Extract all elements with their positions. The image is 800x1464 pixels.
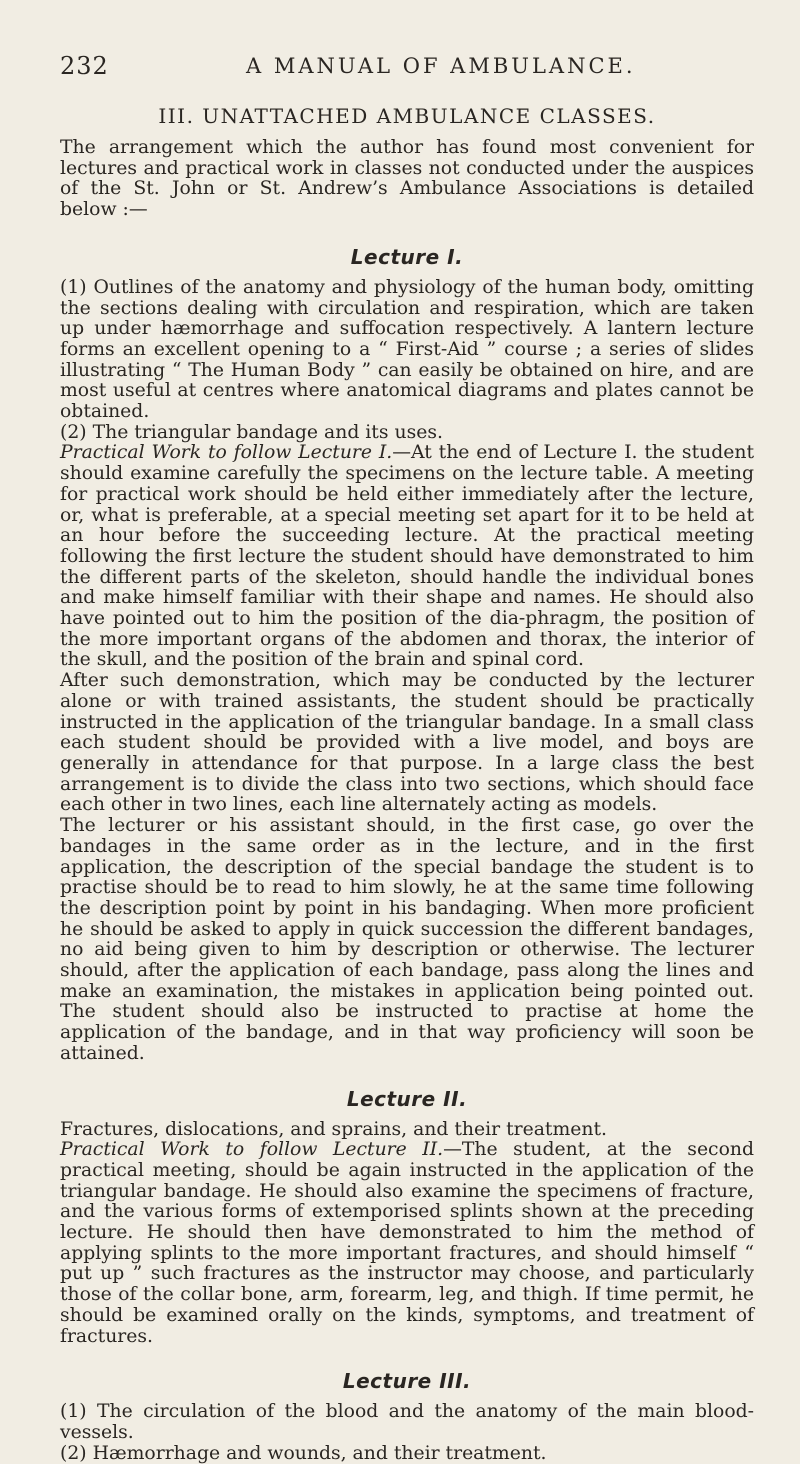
lecture-3-title: Lecture III. xyxy=(342,1369,472,1394)
lecture-1-practical-work: Practical Work to follow Lecture I.—At the end of Lecture I. the student should examine carefully the specimens on the lecture table. A meeting for practical work should be held either immediately after the lecture, or, what is preferable, at a special meeting set apart for it to be held at an hour before the succeeding lecture. At the practical meeting following the first lecture the student should have demonstrated to him the different parts of the skeleton, should handle the individual bones and make himself familiar with their shape and names. He should also have pointed out to him the position of the dia-phragm, the position of the more important organs of the abdomen and thorax, the interior of the skull, and the position of the brain and spinal cord. xyxy=(60,442,754,671)
lecture-3-paragraph-2: (2) Hæmorrhage and wounds, and their treatment. xyxy=(60,1442,547,1464)
practical-work-heading: Practical Work to follow Lecture I. xyxy=(60,442,393,464)
practical-work-heading: Practical Work to follow Lecture II. xyxy=(60,1139,444,1161)
page-number: 232 xyxy=(60,52,109,80)
lecture-3-paragraph-1: (1) The circulation of the blood and the anatomy of the main blood-vessels. xyxy=(60,1401,754,1443)
lecture-1-paragraph-1: (1) Outlines of the anatomy and physiology of the human body, omitting the sections dealing with circulation and respiration, which are taken up under hæmorrhage and suffocation respectively. A lantern lecture forms an excellent opening to a “ First-Aid ” course ; a series of slides illustrating “ The Human Body ” can easily be obtained on hire, and are most useful at centres where anatomical diagrams and plates cannot be obtained. xyxy=(60,276,754,423)
section-title: III. UNATTACHED AMBULANCE CLASSES. xyxy=(158,104,656,128)
running-title: A MANUAL OF AMBULANCE. xyxy=(246,54,636,78)
running-head xyxy=(60,52,754,80)
lecture-2-practical-work: Practical Work to follow Lecture II.—The student, at the second practical meeting, should be again instructed in the application of the triangular bandage. He should also examine the specimens of fracture, and the various forms of extemporised splints shown at the preceding lecture. He should then have demonstrated to him the method of applying splints to the more important fractures, and should himself “ put up ” such fractures as the instructor may choose, and particularly those of the collar bone, arm, forearm, leg, and thigh. If time permit, he should be examined orally on the kinds, symptoms, and treatment of fractures. xyxy=(60,1139,754,1347)
lecture-2-title: Lecture II. xyxy=(346,1086,468,1111)
lecture-2-paragraph-1: Fractures, dislocations, and sprains, and their treatment. xyxy=(60,1118,607,1140)
lecture-1-paragraph-2: (2) The triangular bandage and its uses. xyxy=(60,421,443,443)
intro-paragraph: The arrangement which the author has found most convenient for lectures and practical work in classes not conducted under the auspices of the St. John or St. Andrew’s Ambulance Associations is detailed below :— xyxy=(60,137,754,221)
page-content xyxy=(60,104,754,1464)
lecture-1-paragraph-5: The lecturer or his assistant should, in the first case, go over the bandages in the same order as in the lecture, and in the first application, the description of the special bandage the student is to practise should be to read to him slowly, he at the same time following the description point by point in his bandaging. When more proficient he should be asked to apply in quick succession the different bandages, no aid being given to him by description or otherwise. The lecturer should, after the application of each bandage, pass along the lines and make an examination, the mistakes in application being pointed out. The student should also be instructed to practise at home the application of the bandage, and in that way proficiency will soon be attained. xyxy=(60,815,754,1064)
lecture-1-title: Lecture I. xyxy=(350,244,464,269)
lecture-1-paragraph-4: After such demonstration, which may be conducted by the lecturer alone or with trained assistants, the student should be practically instructed in the application of the triangular bandage. In a small class each student should be provided with a live model, and boys are generally in attendance for that purpose. In a large class the best arrangement is to divide the class into two sections, which should face each other in two lines, each line alternately acting as models. xyxy=(60,670,754,816)
